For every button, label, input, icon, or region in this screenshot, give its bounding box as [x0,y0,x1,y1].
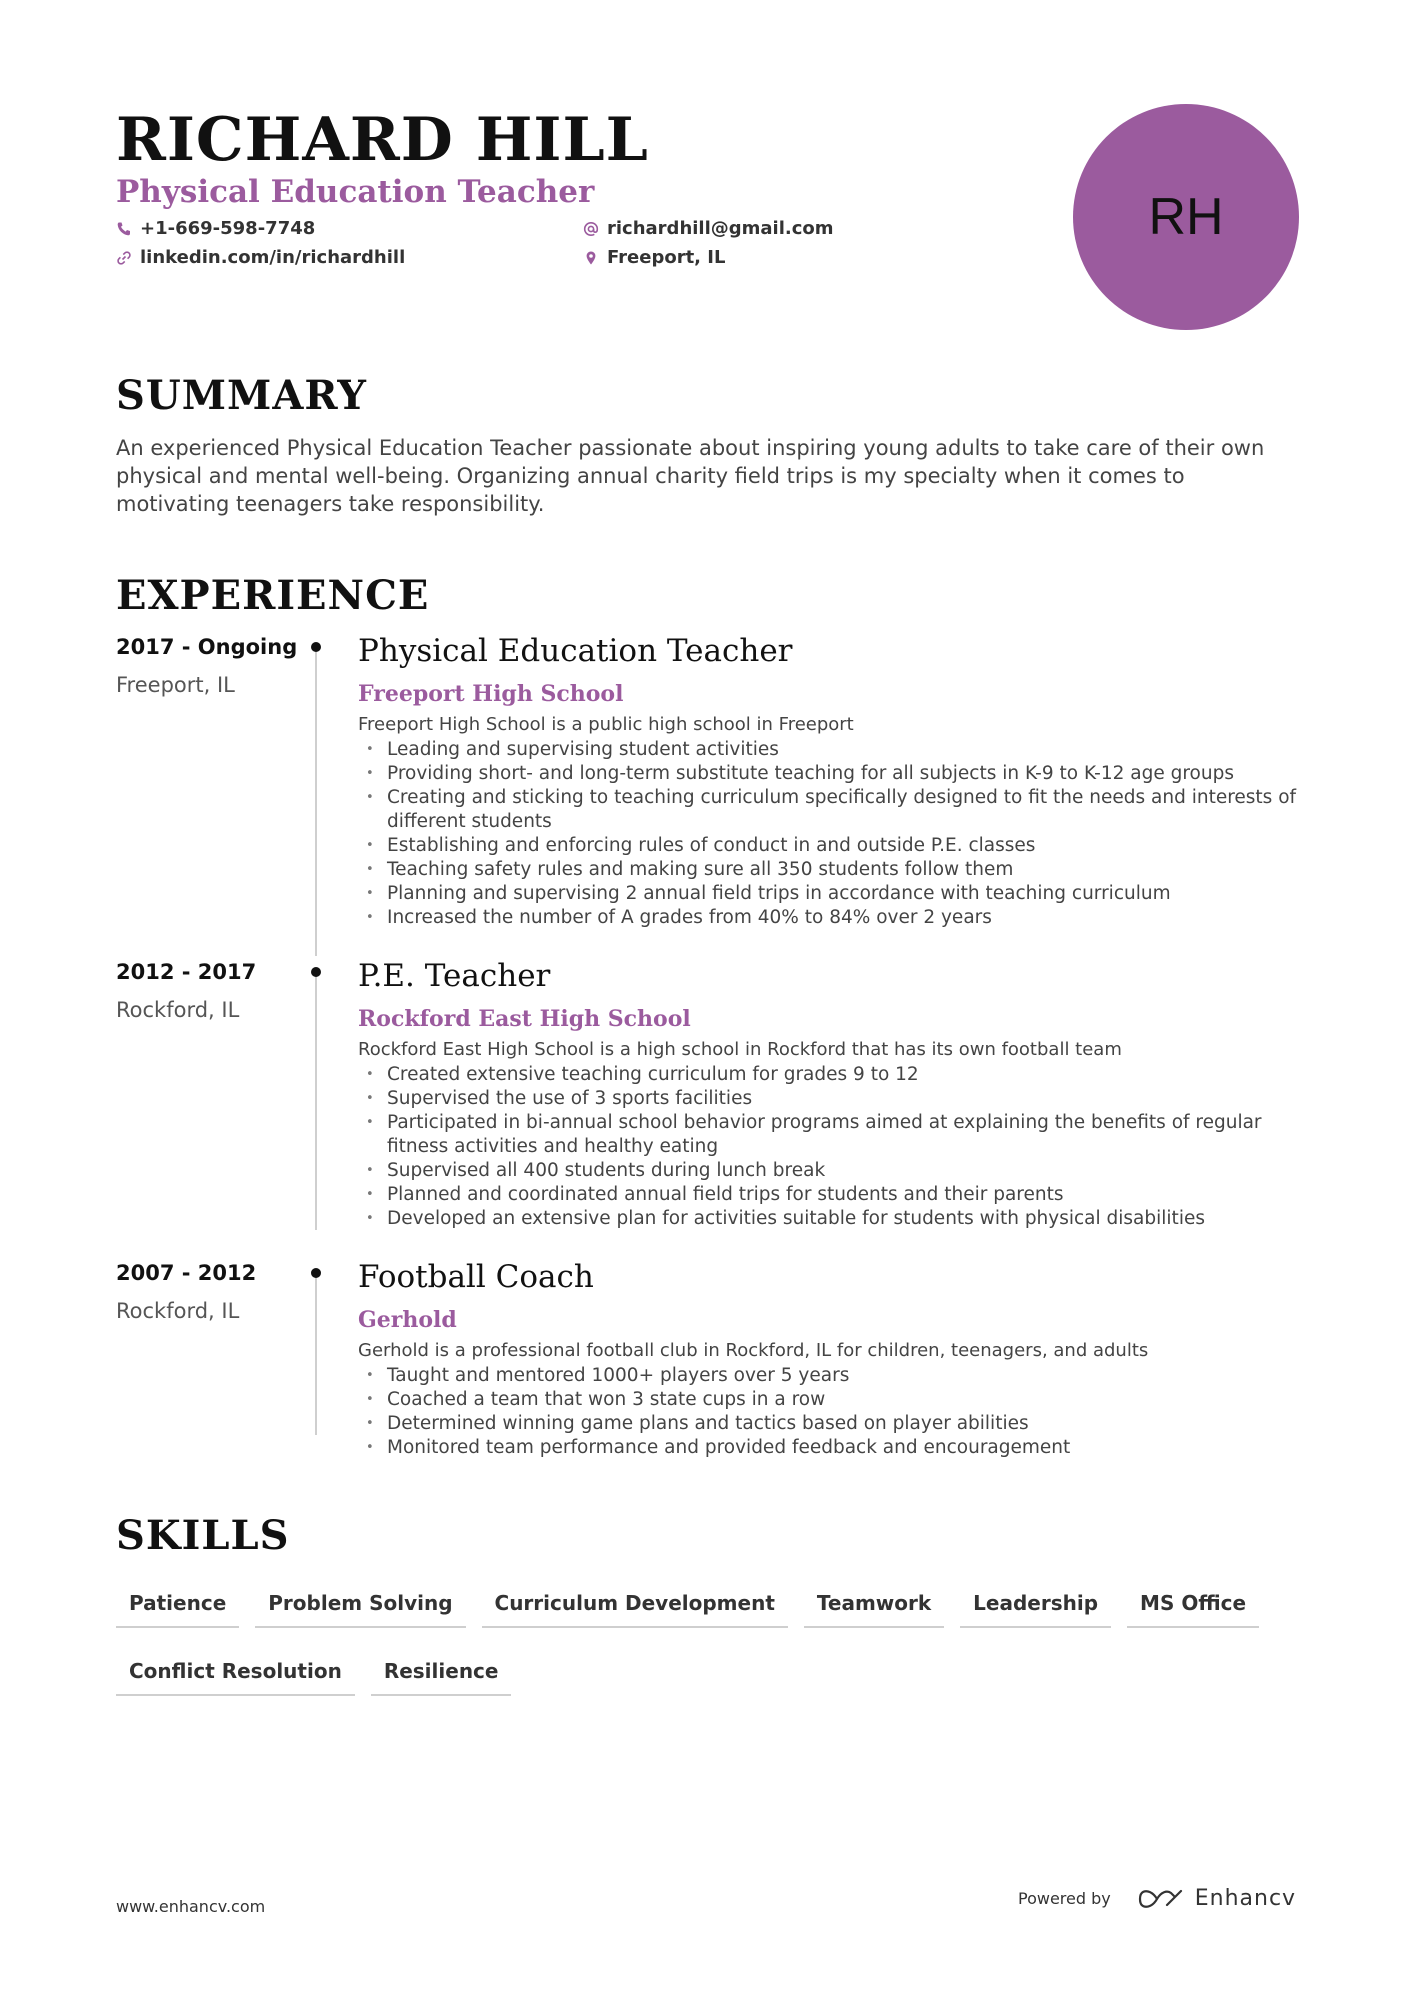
entry-company: Freeport High School [358,681,624,707]
phone-icon [116,221,132,237]
entry-dates: 2012 - 2017 [116,960,257,984]
experience-heading: EXPERIENCE [116,572,430,619]
entry-role: Physical Education Teacher [358,633,793,669]
bullet-item: • Providing short- and long-term substitute teaching for all subjects in K-9 to K-12 age groups [358,762,1298,786]
entry-description: Gerhold is a professional football club in Rockford, IL for children, teenagers, and adults [358,1340,1149,1361]
website-link[interactable]: www.enhancv.com [116,1897,266,1916]
at-icon [583,221,599,237]
brand-name: Enhancv [1194,1886,1297,1911]
skill-tag: Patience [116,1582,239,1628]
skill-tag: Conflict Resolution [116,1650,355,1696]
email-contact[interactable] [583,218,834,240]
powered-by-label: Powered by [1018,1889,1111,1908]
candidate-name: RICHARD HILL [116,105,649,175]
skill-tag: Problem Solving [255,1582,465,1628]
timeline-line [315,972,317,1230]
avatar-initials: RH [1148,188,1224,246]
entry-company: Rockford East High School [358,1006,691,1032]
email-text: richardhill@gmail.com [607,218,834,239]
location-text: Freeport, IL [607,247,726,268]
entry-bullets [358,738,1298,930]
phone-contact[interactable] [116,218,315,240]
skill-tag: Curriculum Development [482,1582,788,1628]
bullet-item: • Coached a team that won 3 state cups in a row [358,1388,1298,1412]
map-pin-icon [583,250,599,266]
location-contact [583,247,725,269]
bullet-item: • Developed an extensive plan for activities suitable for students with physical disabilities [358,1207,1298,1231]
linkedin-text: linkedin.com/in/richardhill [140,247,406,268]
bullet-item: • Planned and coordinated annual field trips for students and their parents [358,1183,1298,1207]
bullet-item: • Created extensive teaching curriculum for grades 9 to 12 [358,1063,1298,1087]
enhancv-logo-icon [1137,1887,1183,1911]
timeline-line [315,647,317,956]
link-icon [116,250,132,266]
timeline-dot [311,1268,321,1278]
bullet-item: • Leading and supervising student activities [358,738,1298,762]
timeline-line [315,1273,317,1435]
bullet-item: • Teaching safety rules and making sure all 350 students follow them [358,858,1298,882]
bullet-item: • Supervised all 400 students during lunch break [358,1159,1298,1183]
timeline-dot [311,642,321,652]
entry-dates: 2017 - Ongoing [116,635,298,659]
bullet-item: • Participated in bi-annual school behavior programs aimed at explaining the benefits of regular fitness activities and healthy eating [358,1111,1298,1159]
entry-bullets [358,1364,1298,1460]
skill-tag: Resilience [371,1650,512,1696]
bullet-item: • Taught and mentored 1000+ players over 5 years [358,1364,1298,1388]
entry-role: Football Coach [358,1259,594,1295]
entry-location: Freeport, IL [116,673,235,697]
skill-tag: MS Office [1127,1582,1259,1628]
skills-list [116,1582,1296,1696]
entry-company: Gerhold [358,1307,457,1333]
bullet-item: • Increased the number of A grades from 40% to 84% over 2 years [358,906,1298,930]
bullet-item: • Determined winning game plans and tactics based on player abilities [358,1412,1298,1436]
entry-location: Rockford, IL [116,1299,240,1323]
bullet-item: • Creating and sticking to teaching curriculum specifically designed to fit the needs and interests of different students [358,786,1298,834]
entry-location: Rockford, IL [116,998,240,1022]
bullet-item: • Establishing and enforcing rules of conduct in and outside P.E. classes [358,834,1298,858]
skill-tag: Leadership [960,1582,1111,1628]
avatar [1073,104,1299,330]
linkedin-contact[interactable] [116,247,405,269]
candidate-title: Physical Education Teacher [116,174,595,210]
bullet-item: • Monitored team performance and provided feedback and encouragement [358,1436,1298,1460]
summary-text: An experienced Physical Education Teacher passionate about inspiring young adults to take care of their own physical and mental well-being. Organizing annual charity field trips is my specialty when it comes to motivating teenagers take responsibility. [116,436,1265,516]
entry-description: Rockford East High School is a high school in Rockford that has its own football team [358,1039,1122,1060]
skill-tag: Teamwork [804,1582,944,1628]
phone-text: +1-669-598-7748 [140,218,316,239]
timeline-dot [311,967,321,977]
entry-bullets [358,1063,1298,1231]
summary-heading: SUMMARY [116,372,367,419]
bullet-item: • Planning and supervising 2 annual field trips in accordance with teaching curriculum [358,882,1298,906]
bullet-item: • Supervised the use of 3 sports facilities [358,1087,1298,1111]
entry-role: P.E. Teacher [358,958,551,994]
powered-by [1018,1886,1296,1911]
skills-heading: SKILLS [116,1512,290,1559]
entry-dates: 2007 - 2012 [116,1261,257,1285]
entry-description: Freeport High School is a public high school in Freeport [358,714,854,735]
